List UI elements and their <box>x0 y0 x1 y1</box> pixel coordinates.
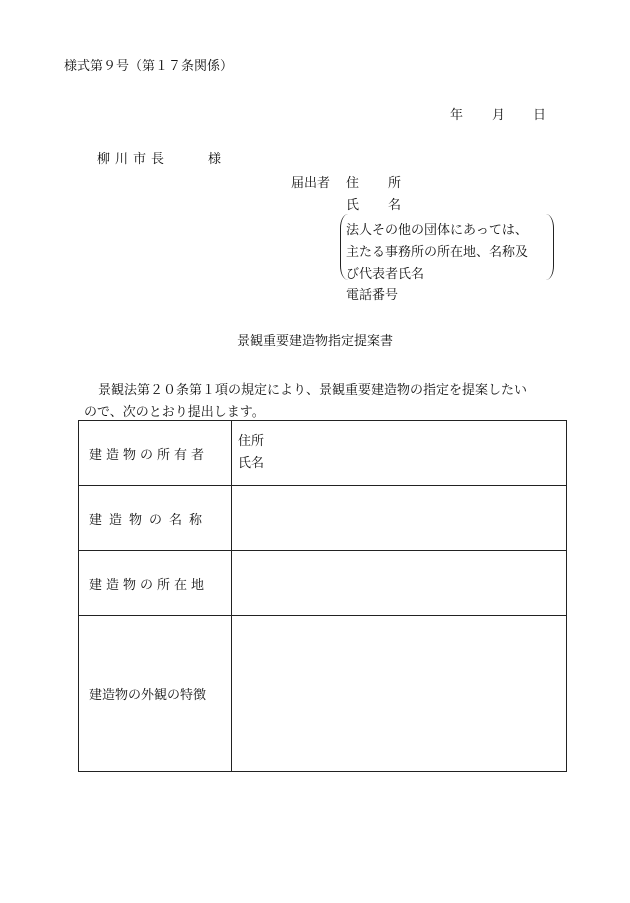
name-label-a: 氏 <box>346 198 360 213</box>
corp-note-bracket-right <box>546 214 554 280</box>
corp-note-line: び代表者氏名 <box>346 267 425 282</box>
phone-label: 電話番号 <box>346 288 399 303</box>
exterior-features-value-cell[interactable] <box>232 616 567 772</box>
building-name-value-cell[interactable] <box>232 486 567 551</box>
date-year-label: 年 <box>450 108 464 123</box>
owner-address-label: 住所 <box>238 434 265 449</box>
name-label-b: 名 <box>388 198 402 213</box>
building-name-label: 建造物の名称 <box>79 486 232 551</box>
building-location-label: 建造物の所在地 <box>79 551 232 616</box>
exterior-features-label: 建造物の外観の特徴 <box>79 616 232 772</box>
table-row <box>79 616 567 772</box>
date-day-label: 日 <box>533 108 547 123</box>
corp-note-line: 法人その他の団体にあっては、 <box>346 223 528 238</box>
notifier-label: 届出者 <box>291 176 331 191</box>
addressee-honorific: 様 <box>208 152 222 167</box>
address-label-b: 所 <box>388 176 402 191</box>
date-line <box>0 109 630 123</box>
date-month-label: 月 <box>492 108 506 123</box>
intro-text <box>84 380 574 424</box>
proposal-table <box>78 420 567 772</box>
corp-note-line: 主たる事務所の所在地、名称及 <box>346 245 529 260</box>
intro-line: ので、次のとおり提出します。 <box>84 405 265 420</box>
form-number: 様式第９号（第１７条関係） <box>64 59 234 74</box>
table-row <box>79 486 567 551</box>
owner-name-label: 氏名 <box>238 456 265 471</box>
owner-label: 建造物の所有者 <box>79 421 232 486</box>
building-location-value-cell[interactable] <box>232 551 567 616</box>
owner-value-cell[interactable] <box>232 421 567 486</box>
address-label-a: 住 <box>346 176 360 191</box>
document-title: 景観重要建造物指定提案書 <box>236 334 393 349</box>
table-row <box>79 421 567 486</box>
addressee-name: 柳川市長 <box>97 152 170 167</box>
intro-line: 景観法第２０条第１項の規定により、景観重要建造物の指定を提案したい <box>98 383 528 398</box>
corp-note <box>346 220 556 286</box>
table-row <box>79 551 567 616</box>
